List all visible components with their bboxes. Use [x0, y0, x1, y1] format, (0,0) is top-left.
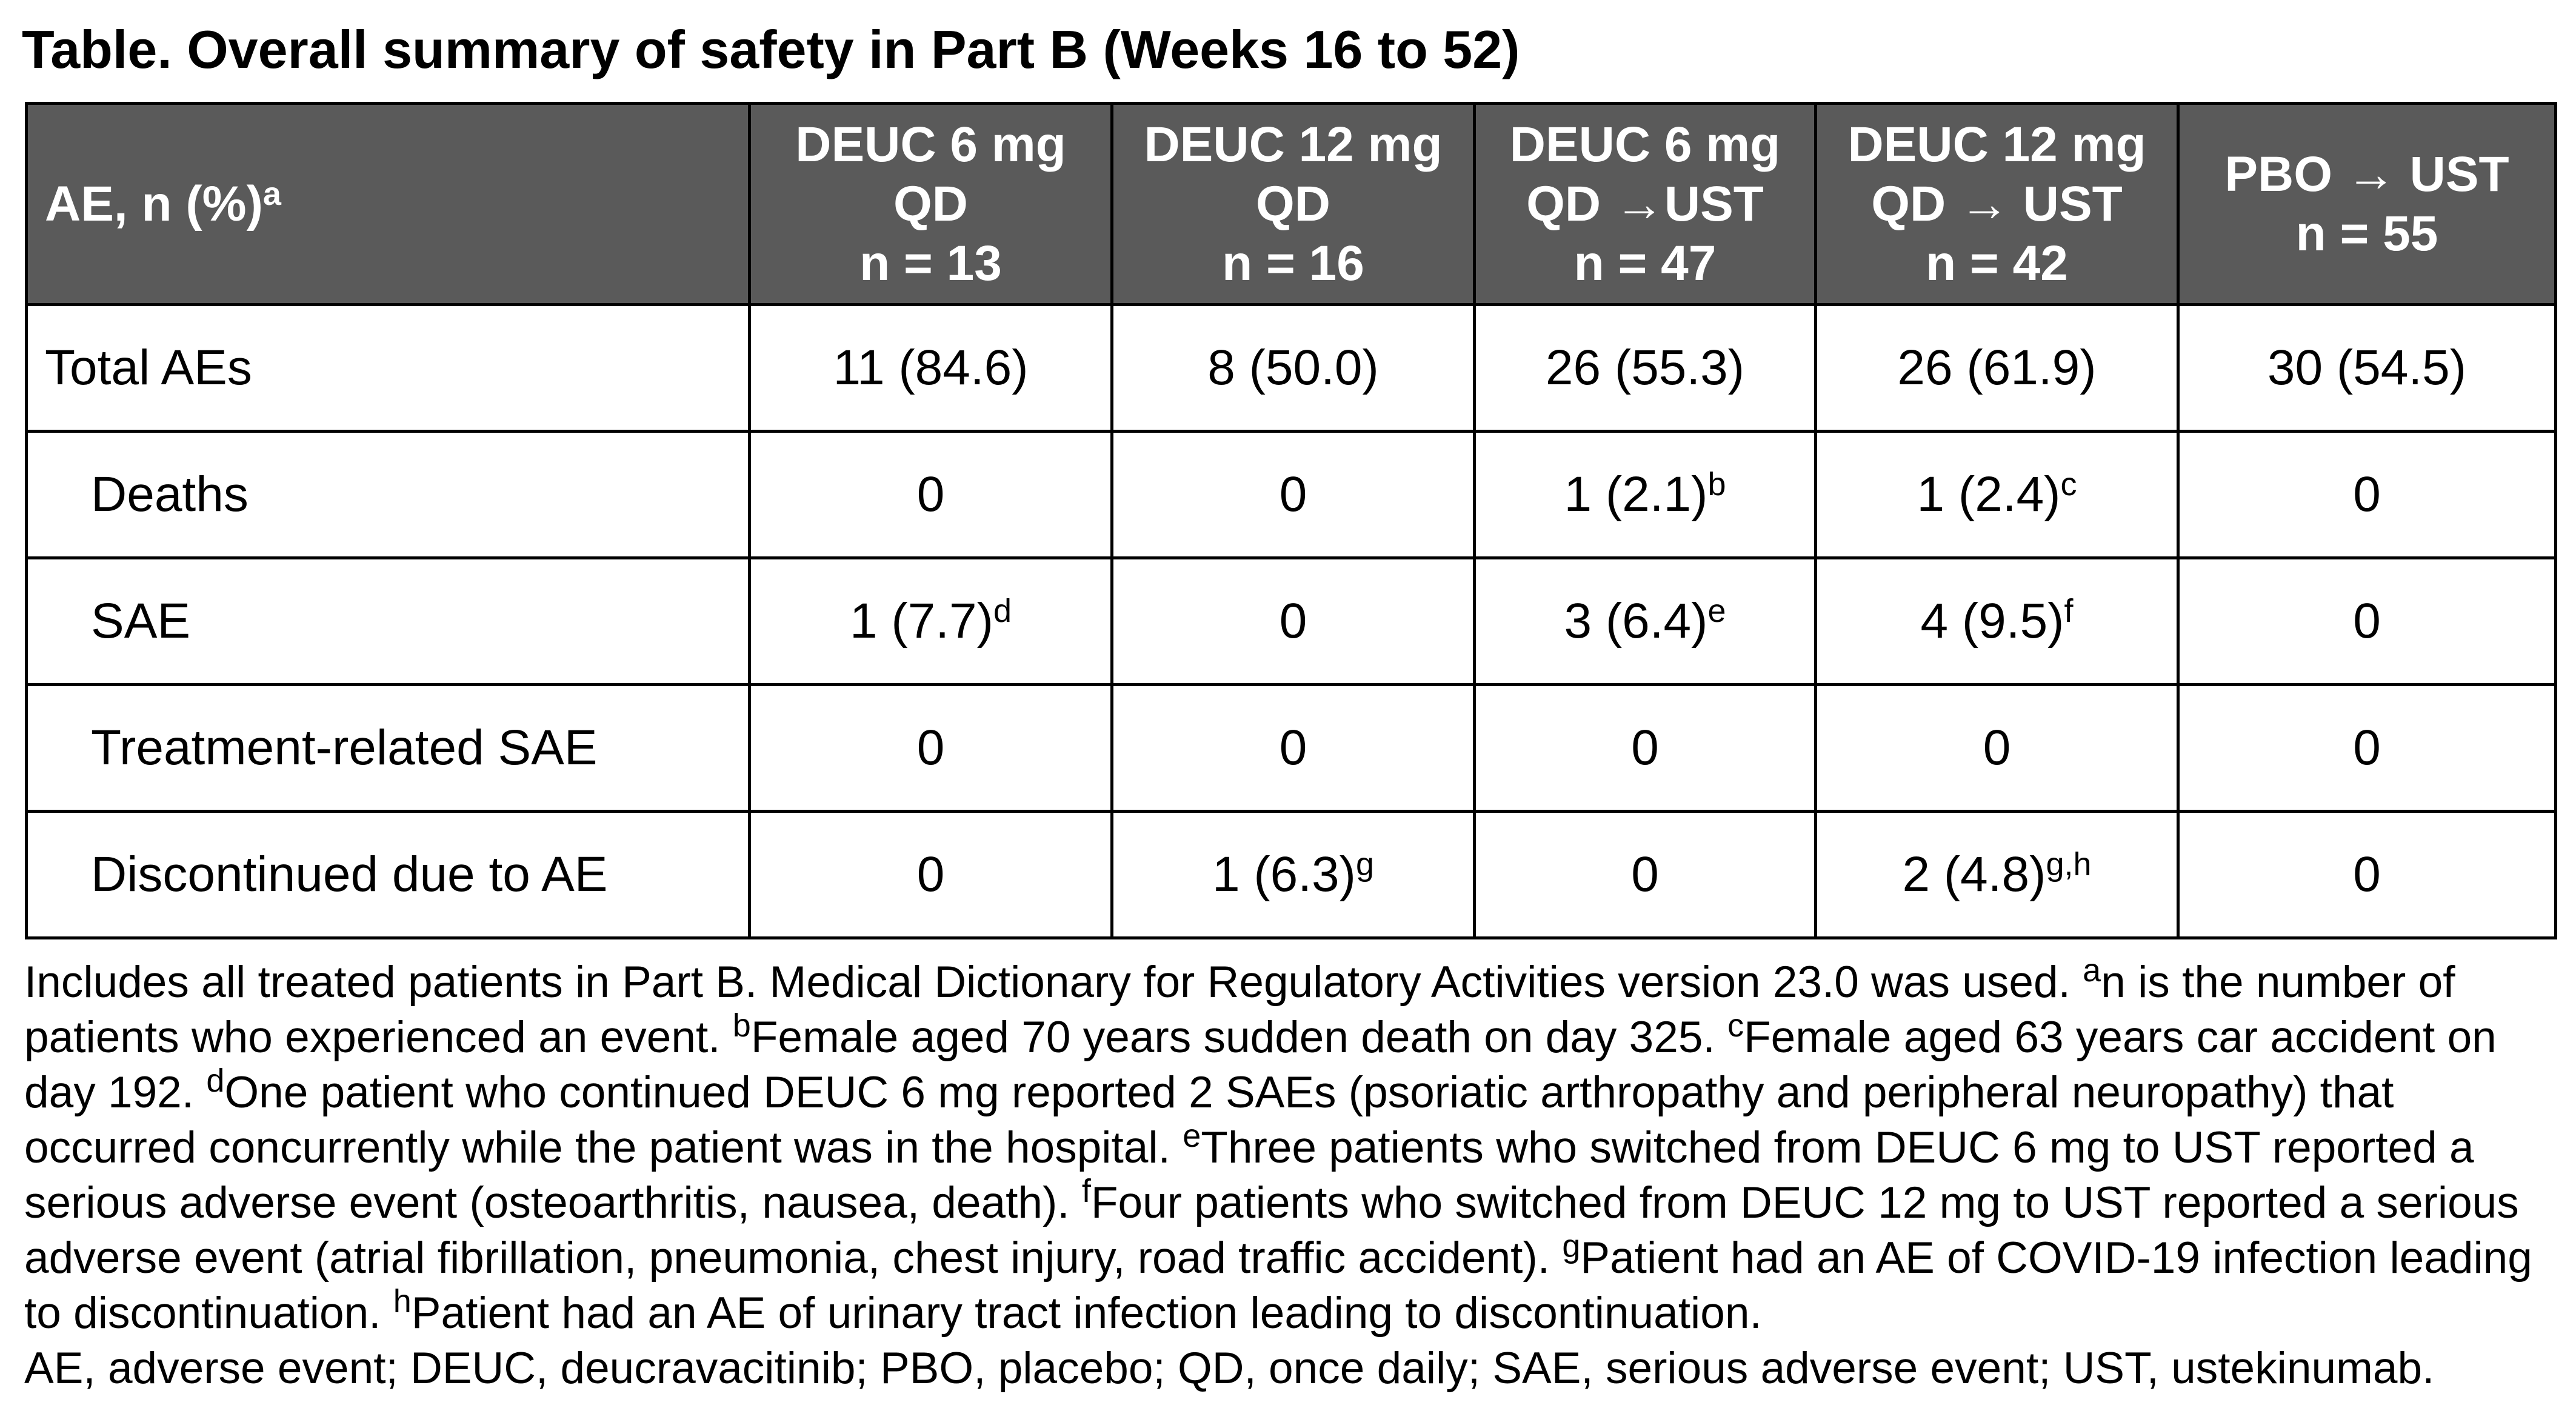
column-header-pbo-ust: PBO → UST n = 55 [2178, 104, 2556, 305]
table-cell: 4 $(9.5)^f$ [1816, 558, 2178, 685]
table-cell: 2 $(4.8)^{g,h}$ [1816, 812, 2178, 938]
table-cell: 0 [750, 685, 1112, 812]
table-row [27, 812, 2556, 938]
table-header-row [27, 104, 2556, 305]
table-cell: 1 $(2.4)^c$ [1816, 432, 2178, 558]
table-title: Table. Overall summary of safety in Part B (Weeks 16 to 52) [22, 19, 1520, 79]
column-header-deuc-6mg: DEUC 6 mg QD n = 13 [750, 104, 1112, 305]
table-row [27, 432, 2556, 558]
table-cell: 26 (61.9) [1816, 305, 2178, 432]
table-footnote: Includes all treated patients in Part B. Medical Dictionary for Regulatory Activities version 23.0 was used. $^a$n is the number of patients who experienced an event. $^b$Female aged 70 years sudden death on day 325. $^c$Female aged 63 years car accident on day 192. $^d$One patient who continued DEUC 6 mg reported 2 SAEs (psoriatic arthropathy and peripheral neuropathy) that occurred concurrently while the patient was in the hospital. $^e$Three patients who switched from DEUC 6 mg to UST reported a serious adverse event (osteoarthritis, nausea, death). $^f$Four patients who switched from DEUC 12 mg to UST reported a serious adverse event (atrial fibrillation, pneumonia, chest injury, road traffic accident). $^g$Patient had an AE of COVID-19 infection leading to discontinuation. $^h$Patient had an AE of urinary tract infection leading to discontinuation. AE, adverse event; DEUC, deucravacitinib; PBO, placebo; QD, once daily; SAE, serious adverse event; UST, ustekinumab. [24, 955, 2558, 1396]
table-cell: 30 (54.5) [2178, 305, 2556, 432]
table-cell: 0 [750, 432, 1112, 558]
safety-summary-table [25, 102, 2557, 939]
table-cell: 0 [1112, 432, 1475, 558]
table-cell: 0 [1112, 685, 1475, 812]
table-cell: 0 [2178, 685, 2556, 812]
column-header-deuc-12mg-ust: DEUC 12 mg QD → UST n = 42 [1816, 104, 2178, 305]
row-label: Discontinued due to AE [27, 812, 750, 938]
table-cell: 26 (55.3) [1475, 305, 1816, 432]
table-row [27, 558, 2556, 685]
column-header-ae: AE, n (%)$^a$ [27, 104, 750, 305]
table-cell: 0 [1475, 685, 1816, 812]
table-cell: 0 [1112, 558, 1475, 685]
table-cell: 0 [750, 812, 1112, 938]
table-cell: 0 [1816, 685, 2178, 812]
table-cell: 1 $(7.7)^d$ [750, 558, 1112, 685]
table-cell: 0 [2178, 432, 2556, 558]
table-cell: 8 (50.0) [1112, 305, 1475, 432]
table-cell: 11 (84.6) [750, 305, 1112, 432]
table-cell: 1 $(2.1)^b$ [1475, 432, 1816, 558]
row-label: SAE [27, 558, 750, 685]
table-cell: 0 [2178, 558, 2556, 685]
column-header-deuc-12mg: DEUC 12 mg QD n = 16 [1112, 104, 1475, 305]
table-cell: 1 $(6.3)^g$ [1112, 812, 1475, 938]
row-label: Deaths [27, 432, 750, 558]
column-header-deuc-6mg-ust: DEUC 6 mg QD →UST n = 47 [1475, 104, 1816, 305]
table-cell: 3 $(6.4)^e$ [1475, 558, 1816, 685]
row-label: Total AEs [27, 305, 750, 432]
table-cell: 0 [1475, 812, 1816, 938]
abbreviations: AE, adverse event; DEUC, deucravacitinib; PBO, placebo; QD, once daily; SAE, serious adverse event; UST, ustekinumab. [24, 1344, 2435, 1393]
table-row [27, 305, 2556, 432]
table-row [27, 685, 2556, 812]
table-cell: 0 [2178, 812, 2556, 938]
row-label: Treatment-related SAE [27, 685, 750, 812]
